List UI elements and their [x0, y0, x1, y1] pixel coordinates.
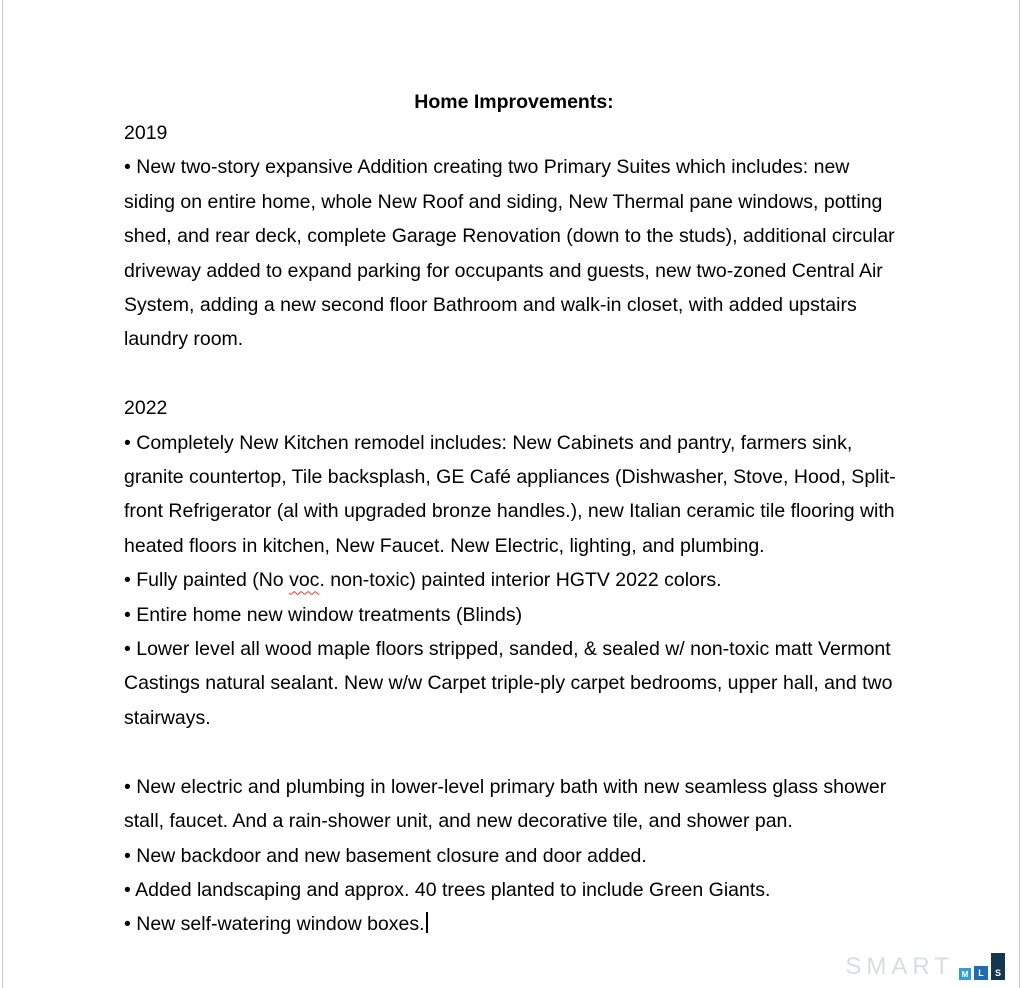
year-heading-2019[interactable]: 2019: [124, 122, 168, 144]
mls-l-square: L: [974, 966, 988, 980]
bullet-painted-post: . non-toxic) painted interior HGTV 2022 colors.: [319, 569, 722, 592]
bullet-window-boxes[interactable]: [124, 907, 904, 941]
bullet-kitchen[interactable]: • Completely New Kitchen remodel includes: New Cabinets and pantry, farmers sink, granite countertop, Tile backsplash, GE Café appliances (Dishwasher, Stove, Hood, Split-front Refrigerator (al with upgraded bronze handles.), new Italian ceramic tile flooring with heated floors in kitchen, New Faucet. New Electric, lighting, and plumbing.: [124, 431, 896, 557]
bullet-addition[interactable]: • New two-story expansive Addition creating two Primary Suites which includes: new siding on entire home, whole New Roof and siding, New Thermal pane windows, potting shed, and rear deck, complete Garage Renovation (down to the studs), additional circular driveway added to expand parking for occupants and guests, new two-zoned Central Air System, adding a new second floor Bathroom and walk-in closet, with added upstairs laundry room.: [124, 156, 895, 351]
bullet-painted[interactable]: [124, 563, 904, 597]
bullet-backdoor[interactable]: • New backdoor and new basement closure and door added.: [124, 844, 647, 867]
document-title[interactable]: Home Improvements:: [414, 91, 614, 113]
bullet-landscaping[interactable]: • Added landscaping and approx. 40 trees planted to include Green Giants.: [124, 878, 771, 901]
bullet-floors[interactable]: • Lower level all wood maple floors stripped, sanded, & sealed w/ non-toxic matt Vermont Castings natural sealant. New w/w Carpet triple-ply carpet bedrooms, upper hall, and two stairways.: [124, 638, 893, 729]
year-heading-2022[interactable]: 2022: [124, 397, 168, 420]
text-cursor: [426, 912, 428, 933]
misspelled-word-voc: voc: [289, 569, 320, 592]
bullet-window-boxes-text: • New self-watering window boxes.: [124, 913, 425, 936]
mls-s-square: S: [991, 953, 1005, 980]
blank-line[interactable]: [124, 735, 904, 769]
mls-m-square: M: [959, 968, 971, 980]
bullet-blinds[interactable]: • Entire home new window treatments (Blinds): [124, 603, 523, 626]
blank-line[interactable]: [124, 357, 904, 391]
document-page: [2, 0, 1020, 988]
smartmls-logo: [845, 953, 1005, 980]
document-text-area[interactable]: [124, 88, 904, 942]
smartmls-wordmark: SMART: [845, 953, 954, 980]
bullet-painted-pre: • Fully painted (No: [124, 569, 290, 592]
bullet-bath[interactable]: • New electric and plumbing in lower-level primary bath with new seamless glass shower stall, faucet. And a rain-shower unit, and new decorative tile, and shower pan.: [124, 775, 887, 833]
